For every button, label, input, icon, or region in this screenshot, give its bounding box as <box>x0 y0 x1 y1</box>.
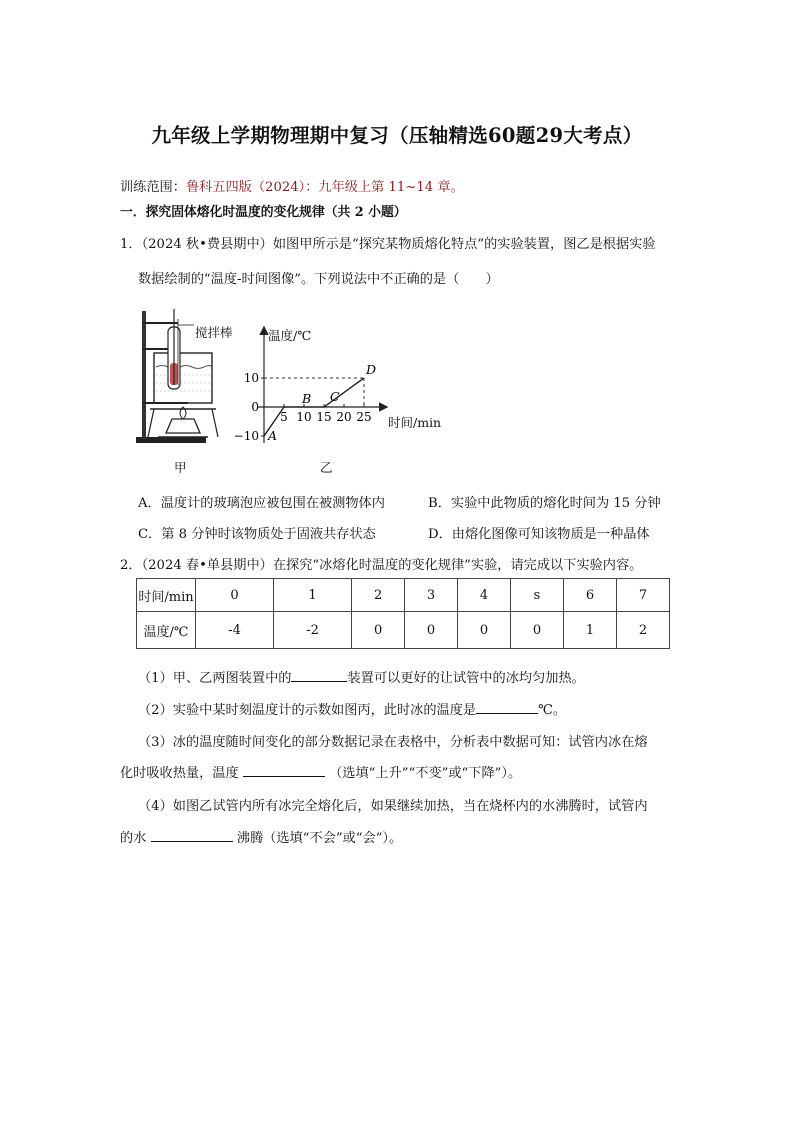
q1-option-b: B．实验中此物质的熔化时间为 15 分钟 <box>428 496 661 511</box>
table-cell: 0 <box>405 612 458 649</box>
q2-sub1-text-b: 装置可以更好的让试管中的冰均匀加热。 <box>347 671 585 686</box>
table-cell: 1 <box>563 612 616 649</box>
y-tick-label: −10 <box>233 429 259 443</box>
q1-option-c: C．第 8 分钟时该物质处于固液共存状态 <box>138 527 376 542</box>
table-cell: 0 <box>196 579 274 612</box>
point-label: B <box>302 391 312 406</box>
scope-line <box>120 176 464 195</box>
table-cell: 0 <box>458 612 511 649</box>
q1-stem-line1: 1．（2024 秋•费县期中）如图甲所示是“探究某物质熔化特点”的实验装置，图乙是根据实验 <box>120 237 656 252</box>
q2-sub2 <box>138 699 566 718</box>
q2-sub3-line2 <box>120 762 521 781</box>
table-header-time: 时间/min <box>137 579 196 612</box>
q2-stem: 2．（2024 春•单县期中）在探究“冰熔化时温度的变化规律”实验，请完成以下实验内容。 <box>120 558 643 573</box>
q1-option-d: D．由熔化图像可知该物质是一种晶体 <box>428 527 650 542</box>
y-tick-label: 10 <box>243 371 259 385</box>
answer-blank[interactable] <box>151 841 233 842</box>
table-cell: 6 <box>563 579 616 612</box>
caption-jia: 甲 <box>174 460 187 475</box>
y-tick-label: 0 <box>251 400 259 414</box>
point-label: A <box>268 428 278 443</box>
scope-content: 鲁科五四版（2024）：九年级上第 11~14 章。 <box>185 180 464 195</box>
section-heading: 一．探究固体熔化时温度的变化规律（共 2 小题） <box>120 205 407 220</box>
q2-sub4-line2 <box>120 827 402 846</box>
answer-blank[interactable] <box>243 776 325 777</box>
table-row <box>137 612 670 649</box>
scope-label: 训练范围： <box>120 180 186 195</box>
data-table <box>136 578 670 649</box>
page-title: 九年级上学期物理期中复习（压轴精选60题29大考点） <box>151 124 643 147</box>
x-tick-label: 10 <box>296 410 312 424</box>
q1-option-a: A．温度计的玻璃泡应被包围在被测物体内 <box>138 496 385 511</box>
q1-stem-line2: 数据绘制的“温度-时间图像”。下列说法中不正确的是（ ） <box>138 272 499 287</box>
x-tick-label: 25 <box>356 410 372 424</box>
table-cell: 2 <box>352 579 405 612</box>
q2-sub4-line1: （4）如图乙试管内所有冰完全熔化后，如果继续加热，当在烧杯内的水沸腾时，试管内 <box>138 799 648 814</box>
table-cell: s <box>511 579 564 612</box>
x-tick-label: 5 <box>280 410 288 424</box>
table-cell: 0 <box>352 612 405 649</box>
table-cell: 3 <box>405 579 458 612</box>
stir-rod-label: 搅拌棒 <box>195 325 233 340</box>
point-label: C <box>330 389 340 404</box>
q2-sub4-text-b: 沸腾（选填“不会”或“会”）。 <box>236 831 403 846</box>
table-cell: 4 <box>458 579 511 612</box>
table-row <box>137 579 670 612</box>
answer-blank[interactable] <box>476 713 538 714</box>
stand-base <box>136 437 206 443</box>
q2-sub3-line1: （3）冰的温度随时间变化的部分数据记录在表格中，分析表中数据可知：试管内冰在熔 <box>138 735 648 750</box>
q2-sub1 <box>138 667 585 686</box>
q2-sub2-text-b: ℃。 <box>538 703 567 718</box>
table-cell: -4 <box>196 612 274 649</box>
table-cell: 0 <box>511 612 564 649</box>
answer-blank[interactable] <box>291 681 347 682</box>
table-cell: -2 <box>274 612 352 649</box>
x-tick-label: 15 <box>316 410 332 424</box>
table-cell: 1 <box>274 579 352 612</box>
q2-sub1-text-a: （1）甲、乙两图装置中的 <box>138 671 292 686</box>
graph-xlabel: 时间/min <box>388 415 442 430</box>
q2-sub3-text-a: 化时吸收热量，温度 <box>120 766 239 781</box>
stand-pole <box>142 311 146 439</box>
beaker <box>154 353 212 403</box>
table-cell: 2 <box>616 612 669 649</box>
alcohol-lamp <box>166 407 200 433</box>
x-tick-label: 20 <box>336 410 352 424</box>
table-header-temp: 温度/℃ <box>137 612 196 649</box>
q2-sub4-text-a: 的水 <box>120 831 147 846</box>
point-label: D <box>366 362 377 377</box>
graph-ylabel: 温度/℃ <box>268 328 312 343</box>
caption-yi: 乙 <box>320 460 333 475</box>
q2-sub2-text-a: （2）实验中某时刻温度计的示数如图丙，此时冰的温度是 <box>138 703 477 718</box>
table-cell: 7 <box>616 579 669 612</box>
q2-sub3-text-b: （选填“上升”“不变”或“下降”）。 <box>329 766 522 781</box>
